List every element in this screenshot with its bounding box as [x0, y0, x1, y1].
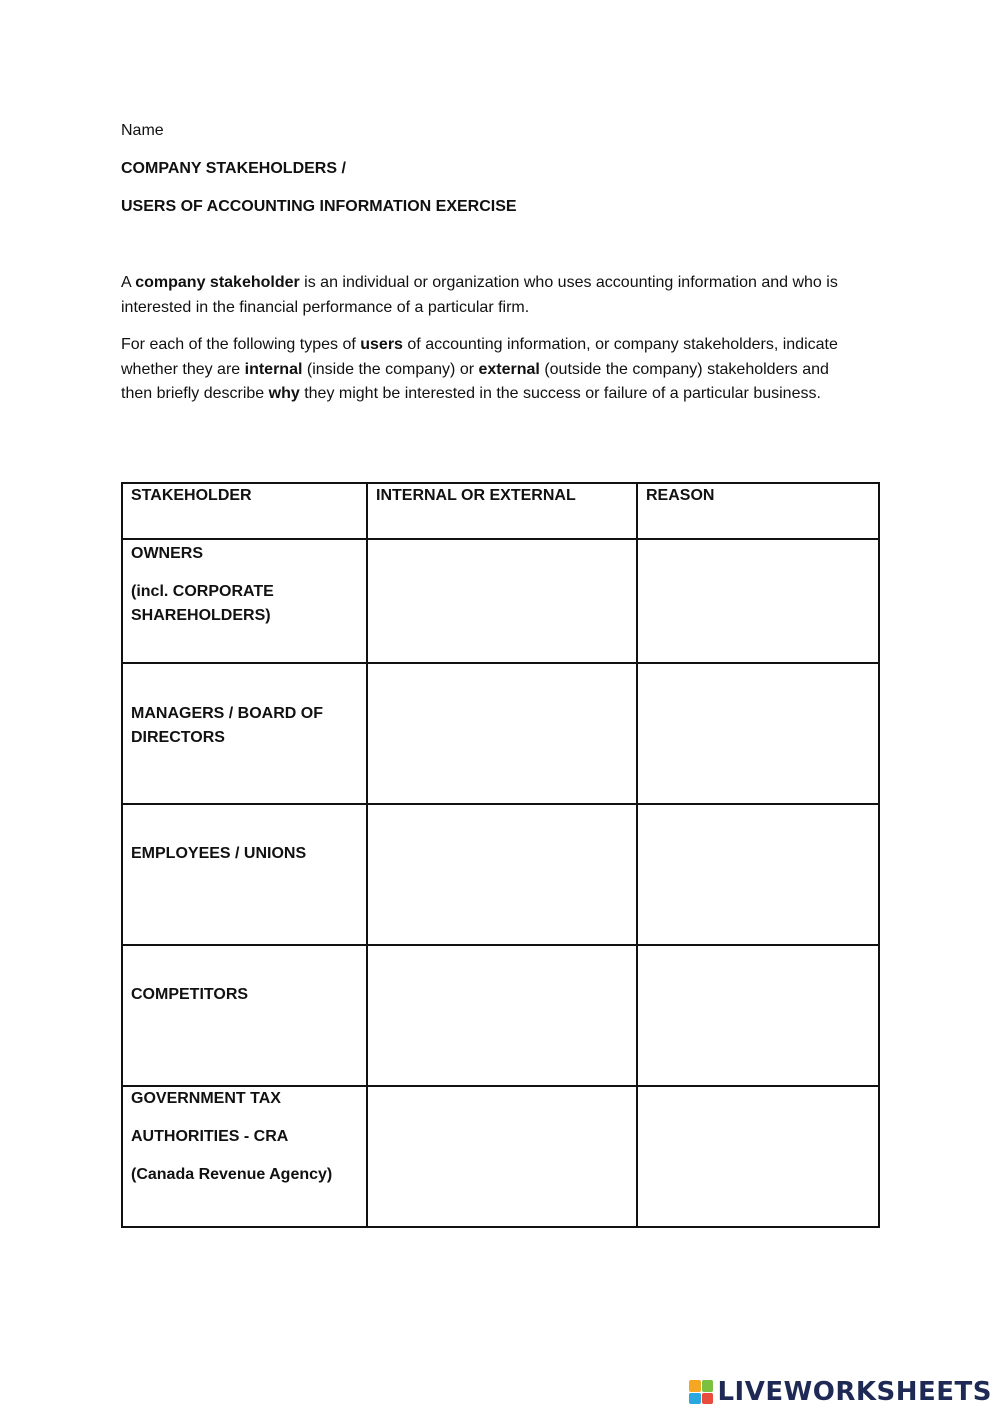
internal-external-answer-employees[interactable] — [367, 804, 637, 945]
reason-answer-government[interactable] — [637, 1086, 879, 1227]
stakeholder-cell-government — [122, 1086, 367, 1227]
internal-external-answer-government[interactable] — [367, 1086, 637, 1227]
stakeholder-table — [121, 482, 880, 1228]
intro-term-internal: internal — [244, 360, 303, 378]
stakeholder-cell-managers — [122, 663, 367, 804]
intro-paragraph-2 — [121, 333, 841, 407]
table-row — [122, 663, 879, 804]
stakeholder-cell-owners — [122, 539, 367, 663]
stakeholder-owners-note: (incl. CORPORATE SHAREHOLDERS) — [131, 583, 274, 624]
intro-p2-text-g: (outside the company) stakeholders and then briefly describe — [121, 360, 829, 402]
stakeholder-employees-label: EMPLOYEES / UNIONS — [131, 845, 307, 862]
internal-external-answer-managers[interactable] — [367, 663, 637, 804]
reason-answer-employees[interactable] — [637, 804, 879, 945]
header-reason: REASON — [637, 483, 879, 539]
table-row — [122, 945, 879, 1086]
reason-answer-owners[interactable] — [637, 539, 879, 663]
title-line-1: COMPANY STAKEHOLDERS / — [121, 160, 346, 177]
intro-p1-text-a: A — [121, 274, 136, 291]
liveworksheets-logo-icon — [689, 1380, 713, 1404]
internal-external-answer-owners[interactable] — [367, 539, 637, 663]
intro-term-why: why — [268, 385, 300, 402]
stakeholder-owners-label: OWNERS — [131, 545, 203, 562]
intro-p2-text-a: For each of the following types of — [121, 336, 361, 353]
logo-text: LIVEWORKSHEETS — [717, 1377, 992, 1407]
table-row — [122, 1086, 879, 1227]
intro-term-users: users — [360, 336, 403, 353]
stakeholder-government-line-3: (Canada Revenue Agency) — [131, 1166, 333, 1183]
intro-p2-text-e: (inside the company) or — [302, 360, 479, 378]
intro-p2-text-i: they might be interested in the success or failure of a particular business. — [299, 385, 821, 402]
stakeholder-cell-employees — [122, 804, 367, 945]
table-header-row — [122, 483, 879, 539]
stakeholder-managers-label: MANAGERS / BOARD OF DIRECTORS — [131, 705, 323, 746]
internal-external-answer-competitors[interactable] — [367, 945, 637, 1086]
stakeholder-competitors-label: COMPETITORS — [131, 986, 249, 1003]
header-stakeholder: STAKEHOLDER — [122, 483, 367, 539]
title-line-2: USERS OF ACCOUNTING INFORMATION EXERCISE — [121, 198, 517, 215]
header-internal-or-external: INTERNAL OR EXTERNAL — [367, 483, 637, 539]
liveworksheets-logo — [689, 1377, 992, 1407]
table-row — [122, 539, 879, 663]
name-label: Name — [121, 122, 164, 139]
reason-answer-competitors[interactable] — [637, 945, 879, 1086]
stakeholder-cell-competitors — [122, 945, 367, 1086]
stakeholder-government-line-2: AUTHORITIES - CRA — [131, 1128, 289, 1145]
stakeholder-government-line-1: GOVERNMENT TAX — [131, 1090, 281, 1107]
intro-term-external: external — [478, 360, 540, 378]
reason-answer-managers[interactable] — [637, 663, 879, 804]
intro-p1-text-c: is an individual or organization who uses accounting information and who is interested in the financial performance of a particular firm. — [121, 274, 838, 316]
intro-p2-text-c: of accounting information, or company stakeholders, indicate whether they are — [121, 336, 838, 378]
intro-paragraph-1 — [121, 271, 881, 320]
intro-term-company-stakeholder: company stakeholder — [135, 274, 300, 291]
table-row — [122, 804, 879, 945]
